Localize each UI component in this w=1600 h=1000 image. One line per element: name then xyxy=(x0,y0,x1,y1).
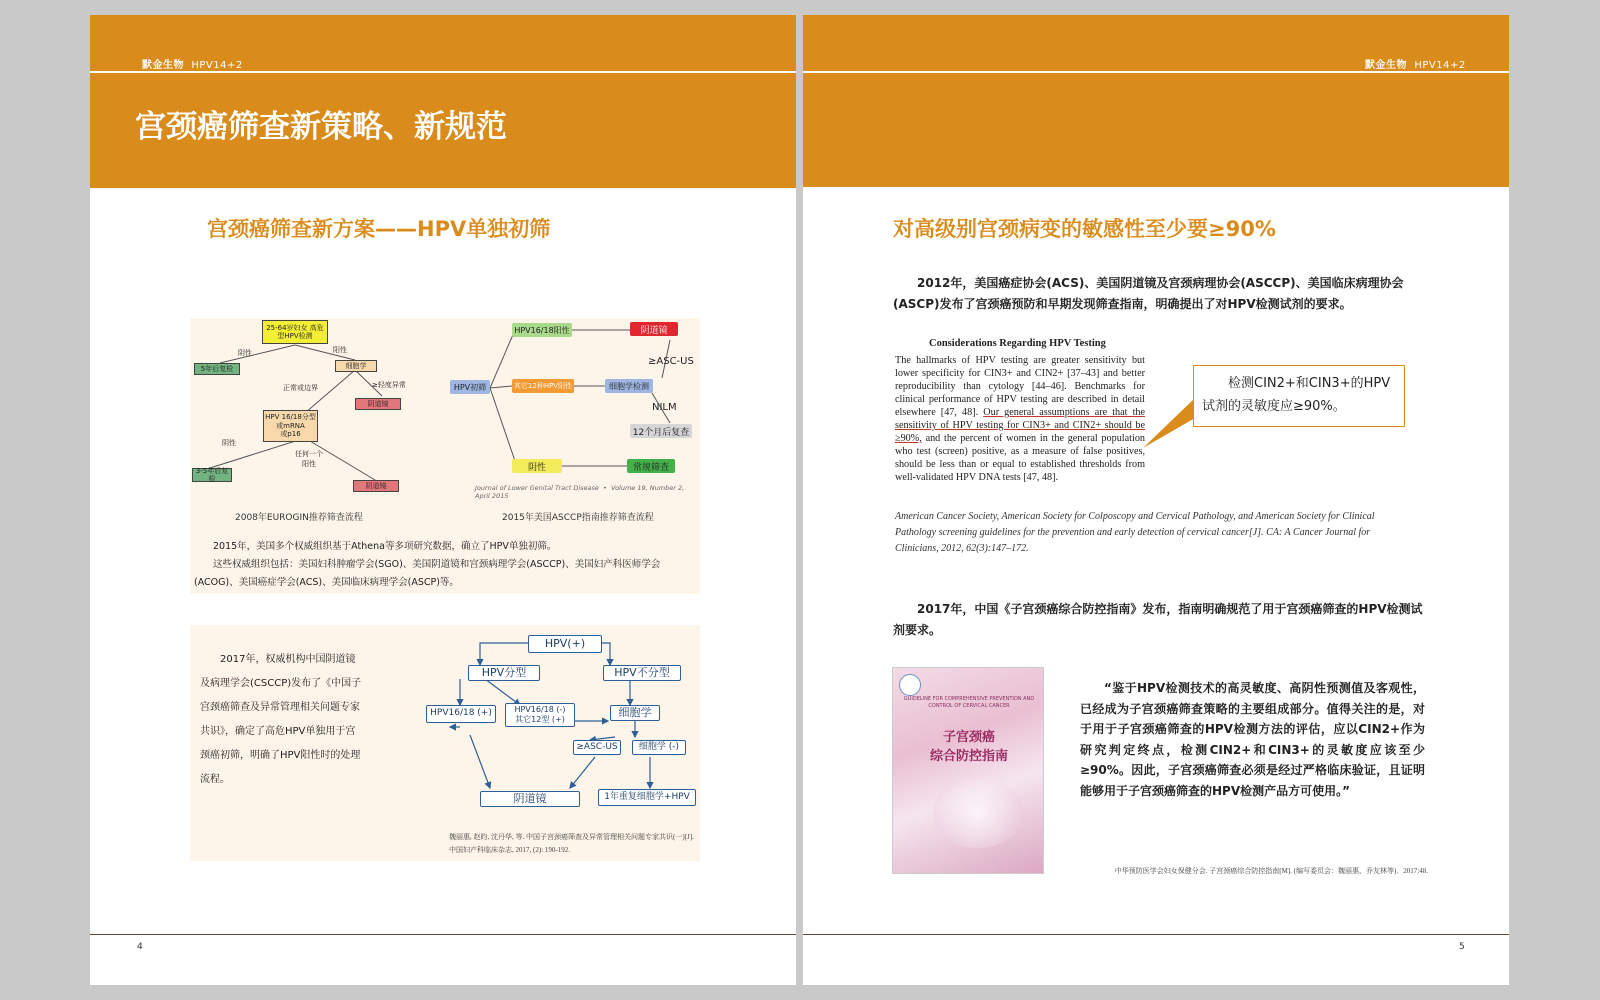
asccp-routine-node: 常规筛查 xyxy=(627,459,675,473)
csccp-panel xyxy=(190,625,700,861)
asccp-hpv1618-node: HPV16/18阳性 xyxy=(512,323,572,337)
eurogin-colposcopy-node-1: 阴道镜 xyxy=(355,398,401,410)
section-heading: 宫颈癌筛查新方案——HPV单独初筛 xyxy=(207,217,551,241)
asccp-journal: Journal of Lower Genital Tract Disease • Volume 19, Number 2, April 2015 xyxy=(475,484,685,500)
panel1-text xyxy=(194,538,698,592)
asccp-colposcopy-node: 阴道镜 xyxy=(630,322,678,336)
eurogin-start-node: 25-64岁妇女 高危型HPV检测 xyxy=(262,320,328,344)
footer-rule xyxy=(90,934,796,935)
csccp-text: 2017年，权威机构中国阴道镜及病理学会(CSCCP)发布了《中国子宫颈癌筛查及异常管理相关问题专家共识》，确定了高危HPV单独用于宫颈癌初筛，明确了HPV阳性时的处理流程。 xyxy=(200,654,362,785)
section-heading-right: 对高级别宫颈病变的敏感性至少要≥90% xyxy=(893,217,1276,241)
cover-title: 子宫颈癌 综合防控指南 xyxy=(929,730,1008,764)
panel1-para-1: 2015年，美国多个权威组织基于Athena等多项研究数据，确立了HPV单独初筛。 xyxy=(213,541,557,552)
quote-source: 中华预防医学会妇女保健分会. 子宫颈癌综合防控指南[M]. (编写委员会：魏丽惠、乔友林等)．2017:48. xyxy=(1114,867,1428,875)
asccp-twelve-node: 12个月后复查 xyxy=(630,424,692,438)
asccp-label-ascus: ≥ASC-US xyxy=(648,356,694,367)
flow-cytology: 细胞学 xyxy=(610,705,660,721)
csccp-flow-lines xyxy=(190,625,700,861)
footer-rule-right xyxy=(803,934,1509,935)
flow-hpv1618: HPV16/18 (+) xyxy=(426,705,496,723)
asccp-negative-node: 阴性 xyxy=(512,459,562,473)
asccp-label-nilm: NILM xyxy=(652,402,677,413)
asccp-hpv-node: HPV初筛 xyxy=(450,380,490,394)
highlighted-sentence: Our general assumptions are that the sensitivity of HPV testing for CIN3+ and CIN2+ should be ≥90%, xyxy=(895,407,1146,444)
intro-para: 2012年，美国癌症协会(ACS)、美国阴道镜及宫颈病理协会(ASCCP)、美国临床病理协会(ASCP)发布了宫颈癌预防和早期发现筛查指南，明确提出了对HPV检测试剂的要求。 xyxy=(893,276,1404,311)
eurogin-label-any-pos: 任何一个 阳性 xyxy=(295,450,323,468)
asccp-other12-node: 其它12种HPV阳性 xyxy=(512,379,574,393)
cover-en-title: GUIDELINE FOR COMPREHENSIVE PREVENTION AND CONTROL OF CERVICAL CANCER xyxy=(903,696,1035,709)
eurogin-three-five-node: 3-5年后复检 xyxy=(192,468,232,482)
flowchart-panel xyxy=(190,318,700,594)
considerations-title: Considerations Regarding HPV Testing xyxy=(929,338,1106,349)
brand-label-right: 默金生物 HPV14+2 xyxy=(1365,60,1466,71)
callout-box: 检测CIN2+和CIN3+的HPV试剂的灵敏度应≥90%。 xyxy=(1193,365,1405,427)
eurogin-label-neg: 阴性 xyxy=(238,349,252,357)
considerations-excerpt: Considerations Regarding HPV Testing The hallmarks of HPV testing are greater sensitivity but lower specificity for CIN3+ and CIN2+ [37–43] and better reproducibility than cytology [44–46]. Benchmarks for clinical performance of HPV testing are described in detail elsewhere [47, 48]. Our general assumptions are that the sensitivity of HPV testing for CIN3+ and CIN2+ should be ≥90%, and the percent of women in the general population who test (screen) positive, as a measure of false positives, should be less than or equal to established thresholds from well-validated HPV DNA tests [47, 48]. xyxy=(895,338,1146,483)
guideline-cover-image xyxy=(892,667,1044,874)
cover-decoration xyxy=(933,778,1023,848)
page-number: 4 xyxy=(137,942,143,952)
page-title: 宫颈癌筛查新策略、新规范 xyxy=(135,109,507,145)
page-number-right: 5 xyxy=(1459,942,1465,952)
brand-label: 默金生物 HPV14+2 xyxy=(142,60,243,71)
callout-pointer xyxy=(1143,390,1195,450)
asccp-cytology-node: 细胞学检测 xyxy=(605,379,653,393)
header-rule xyxy=(90,71,796,73)
para-2017: 2017年，中国《子宫颈癌综合防控指南》发布，指南明确规范了用于宫颈癌筛查的HPV检测试剂要求。 xyxy=(893,602,1423,637)
csccp-reference: 魏丽惠, 赵昀, 沈丹华, 等. 中国子宫颈癌筛查及异常管理相关问题专家共识(一)[J]. 中国妇产科临床杂志, 2017, (2): 190-192. xyxy=(449,833,694,854)
flow-repeat: 1年重复细胞学+HPV xyxy=(598,789,696,806)
flow-typed: HPV分型 xyxy=(468,665,540,681)
eurogin-label-neg2: 阴性 xyxy=(222,439,236,447)
eurogin-label-normal: 正常或边界 xyxy=(283,384,318,392)
eurogin-label-mild: ≥轻度异常 xyxy=(372,381,406,389)
asccp-caption: 2015年美国ASCCP指南推荐筛查流程 xyxy=(502,513,654,523)
panel1-para-2: 这些权威组织包括：美国妇科肿瘤学会(SGO)、美国阴道镜和宫颈病理学会(ASCCP)、美国妇产科医师学会(ACOG)、美国癌症学会(ACS)、美国临床病理学会(ASCP)等。 xyxy=(194,559,661,588)
flow-hpv1618-neg: HPV16/18 (-) 其它12型 (+) xyxy=(505,703,575,727)
eurogin-five-year-node: 5年后复检 xyxy=(194,363,240,375)
header-rule-right xyxy=(803,71,1509,73)
eurogin-hpv-type-node: HPV 16/18分型 或mRNA 或p16 xyxy=(263,410,318,442)
flow-hpv-pos: HPV(+) xyxy=(528,635,602,653)
flow-ascus: ≥ASC-US xyxy=(573,740,621,755)
header-bar xyxy=(90,15,796,188)
eurogin-caption: 2008年EUROGIN推荐筛查流程 xyxy=(235,513,363,523)
flow-cyto-neg: 细胞学 (-) xyxy=(632,740,686,755)
eurogin-cytology-node: 细胞学 xyxy=(335,360,377,372)
left-page xyxy=(90,15,796,985)
header-bar-right xyxy=(803,15,1509,187)
guideline-quote: “鉴于HPV检测技术的高灵敏度、高阴性预测值及客观性，已经成为子宫颈癌筛查策略的主要组成部分。值得关注的是，对于用于子宫颈癌筛查的HPV检测方法的评估，应以CIN2+作为研究判定终点，检测CIN2+和CIN3+的灵敏度应该至少≥90%。因此，子宫颈癌筛查必须是经过严格临床验证，且证明能够用于子宫颈癌筛查的HPV检测产品方可使用。” xyxy=(1080,681,1425,798)
flow-untyped: HPV不分型 xyxy=(603,665,681,681)
eurogin-colposcopy-node-2: 阴道镜 xyxy=(353,480,399,492)
right-page xyxy=(803,15,1509,985)
citation: American Cancer Society, American Society for Colposcopy and Cervical Pathology, and American Society for Clinical Pathology screening guidelines for the prevention and early detection of cervical cancer[J]. CA: A Cancer Journal for Clinicians, 2012, 62(3):147–172. xyxy=(895,511,1375,554)
society-logo-icon xyxy=(899,674,921,696)
flow-colposcopy: 阴道镜 xyxy=(480,791,580,807)
eurogin-label-pos: 阳性 xyxy=(333,346,347,354)
